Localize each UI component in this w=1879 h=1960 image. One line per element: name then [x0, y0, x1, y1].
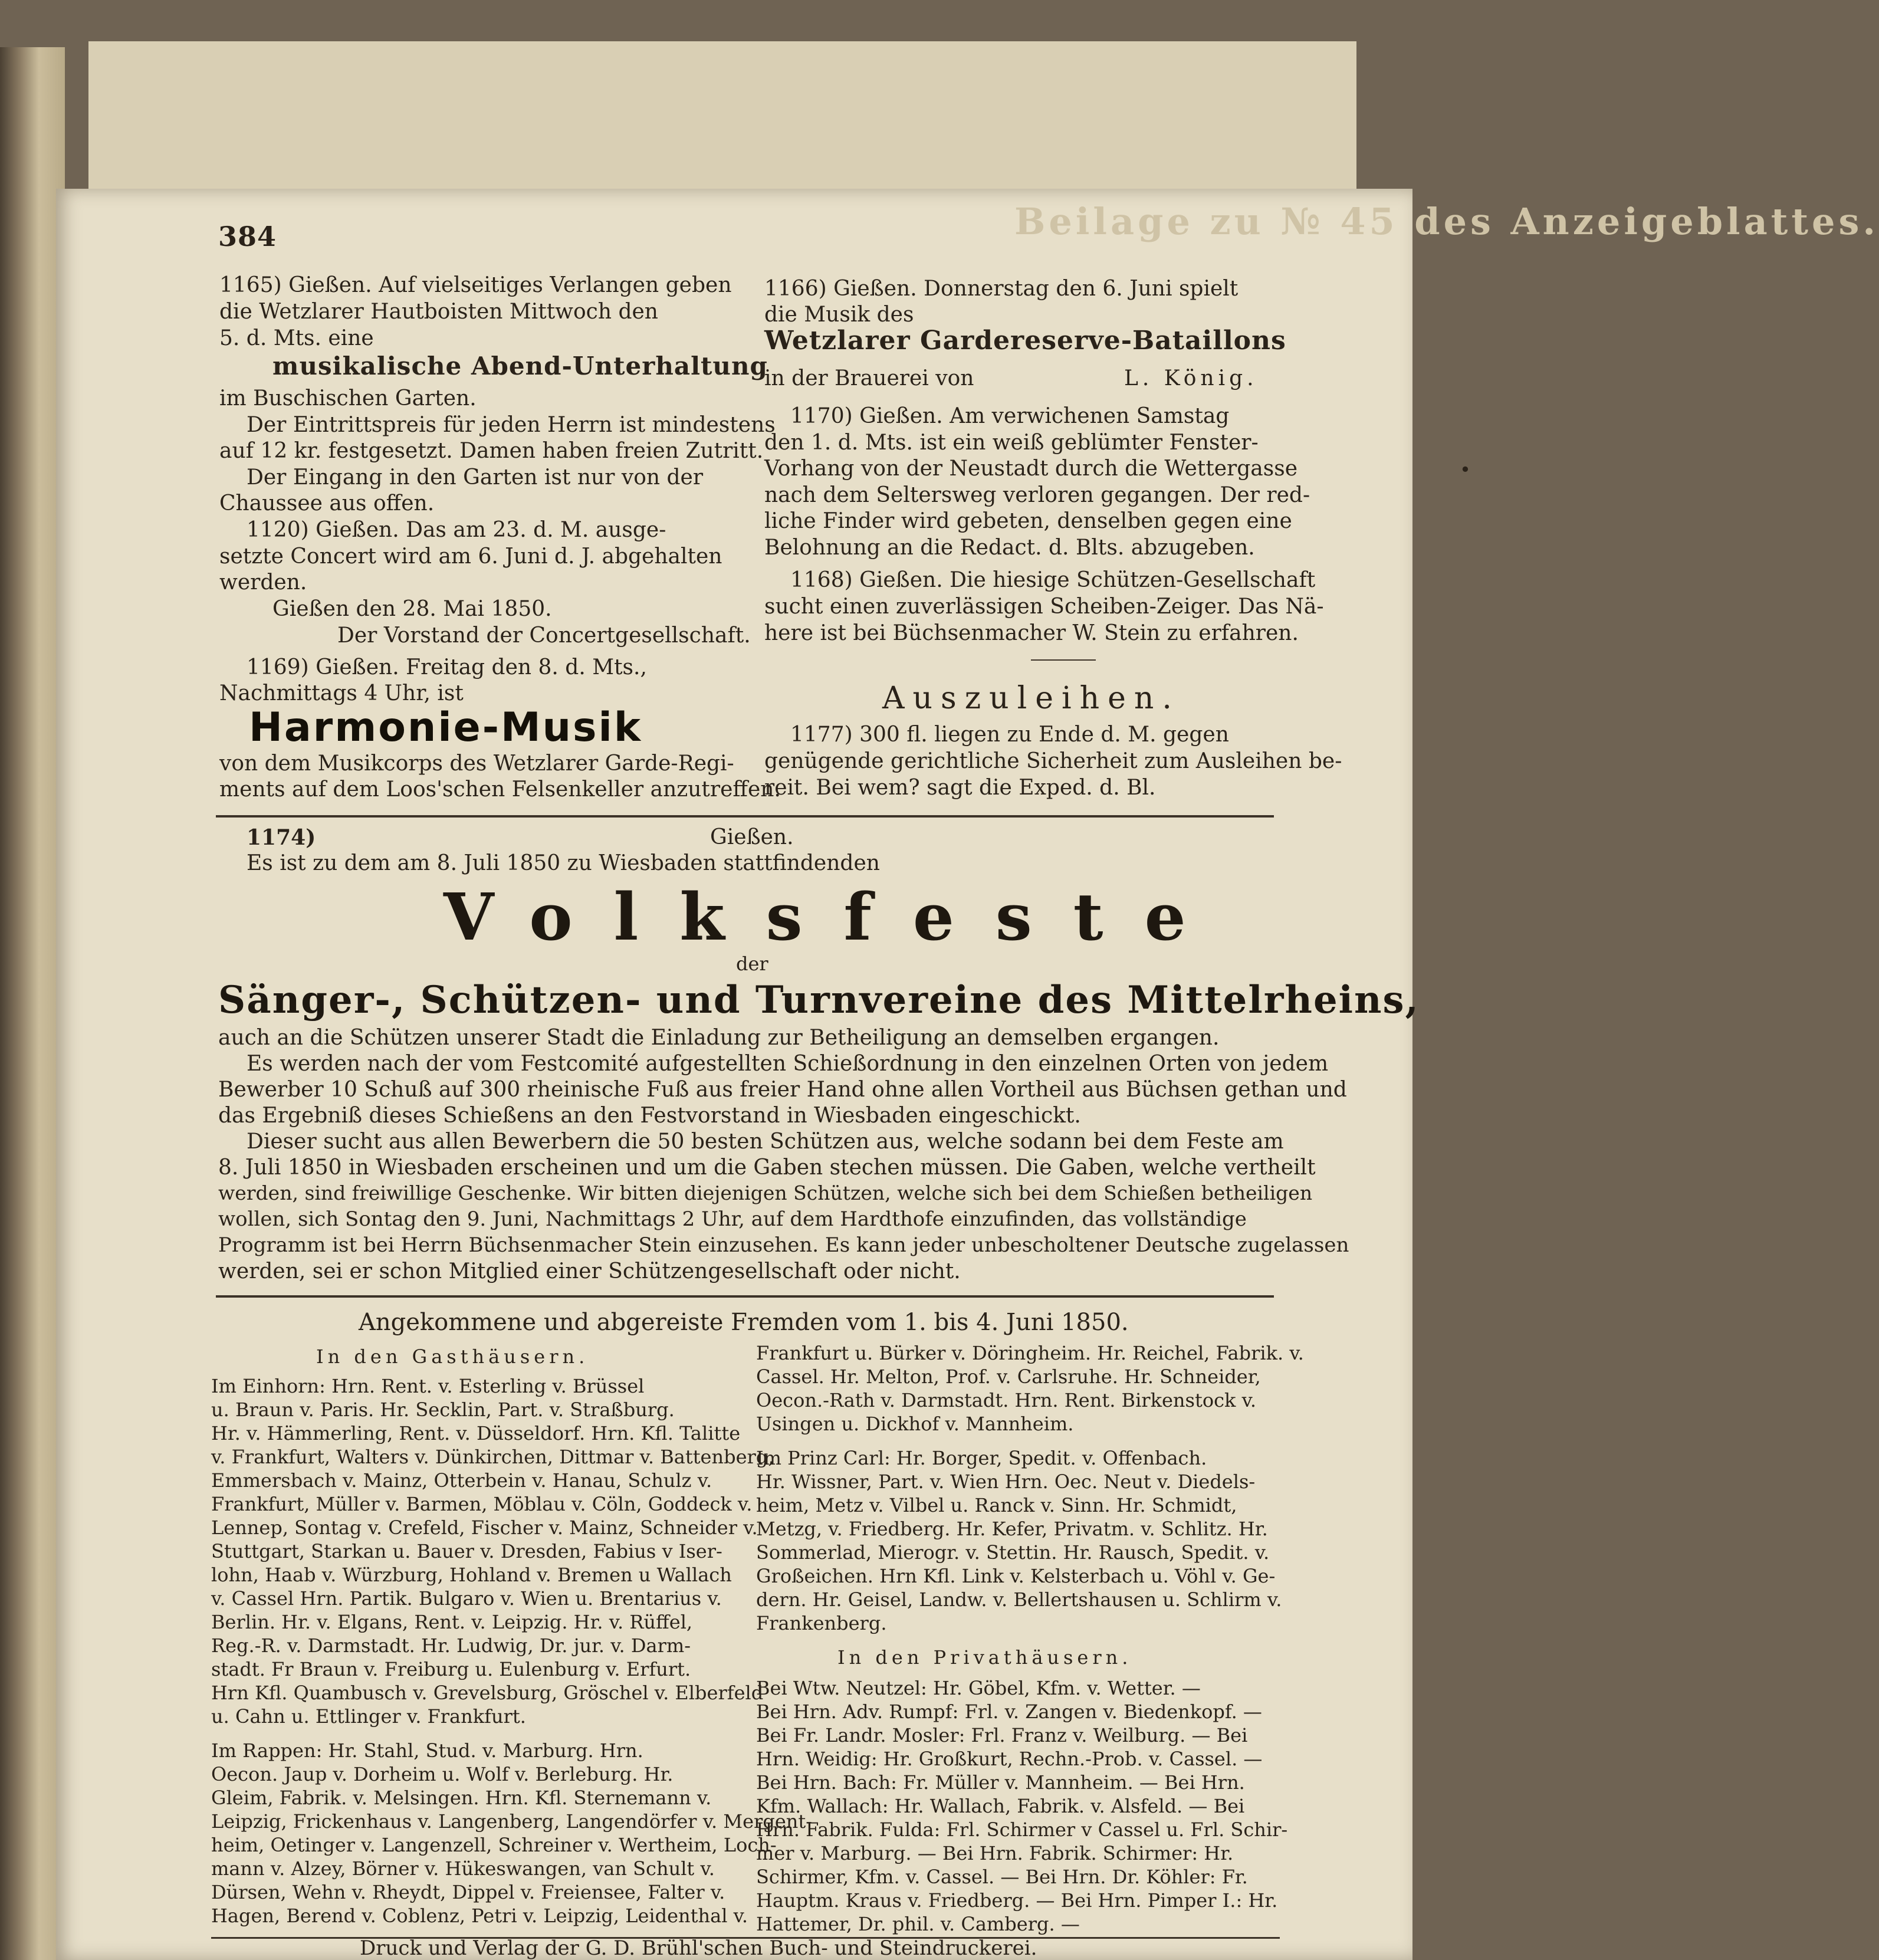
fremden-line: Usingen u. Dickhof v. Mannheim. — [756, 1413, 1074, 1435]
ad-1177-line: reit. Bei wem? sagt die Exped. d. Bl. — [764, 776, 1156, 800]
ad-1169-body: von dem Musikcorps des Wetzlarer Garde-Regi- — [219, 751, 734, 776]
ad-1165-body: Der Eintrittspreis für jeden Herrn ist mindestens — [247, 413, 776, 437]
section-divider — [216, 815, 1274, 818]
fremden-line: u. Cahn u. Ettlinger v. Frankfurt. — [211, 1705, 526, 1728]
ad-1174-line: werden, sind freiwillige Geschenke. Wir bitten diejenigen Schützen, welche sich bei dem Schießen betheiligen — [218, 1181, 1313, 1204]
privat-line: Kfm. Wallach: Hr. Wallach, Fabrik. v. Alsfeld. — Bei — [756, 1795, 1245, 1817]
ad-1168-line: sucht einen zuverlässigen Scheiben-Zeiger. Das Nä- — [764, 595, 1324, 619]
fremden-line: Oecon.-Rath v. Darmstadt. Hrn. Rent. Birkenstock v. — [756, 1389, 1257, 1411]
underlying-page — [88, 41, 1356, 196]
ad-1174-line: 8. Juli 1850 in Wiesbaden erscheinen und um die Gaben stechen müssen. Die Gaben, welche vertheilt — [218, 1155, 1316, 1180]
ad-1166-headline: Wetzlarer Gardereserve-Bataillons — [764, 326, 1286, 356]
fremden-line: lohn, Haab v. Würzburg, Hohland v. Bremen u Wallach — [211, 1564, 732, 1586]
fremden-line: Reg.-R. v. Darmstadt. Hr. Ludwig, Dr. jur. v. Darm- — [211, 1634, 691, 1657]
privat-line: Hrn. Fabrik. Fulda: Frl. Schirmer v Cassel u. Frl. Schir- — [756, 1818, 1288, 1841]
short-divider — [1031, 659, 1096, 661]
privat-line: Hattemer, Dr. phil. v. Camberg. — — [756, 1913, 1080, 1935]
fremden-line: Sommerlad, Mierogr. v. Stettin. Hr. Rausch, Spedit. v. — [756, 1541, 1270, 1564]
ad-1169-line: Nachmittags 4 Uhr, ist — [219, 681, 464, 705]
ad-1120-signature: Der Vorstand der Concertgesellschaft. — [337, 623, 751, 648]
ad-1170-line: liche Finder wird gebeten, denselben gegen eine — [764, 509, 1292, 533]
ad-1166-line: 1166) Gießen. Donnerstag den 6. Juni spielt — [764, 277, 1239, 301]
ad-1165-headline: musikalische Abend-Unterhaltung — [272, 352, 768, 380]
privat-line: Bei Hrn. Bach: Fr. Müller v. Mannheim. — Bei Hrn. — [756, 1771, 1245, 1794]
ad-1174-line: wollen, sich Sontag den 9. Juni, Nachmittags 2 Uhr, auf dem Hardthofe einzufinden, das vollständige — [218, 1207, 1247, 1231]
ad-1168-line: 1168) Gießen. Die hiesige Schützen-Gesellschaft — [790, 568, 1316, 592]
fremden-line: Frankfurt u. Bürker v. Döringheim. Hr. Reichel, Fabrik. v. — [756, 1342, 1304, 1364]
ad-1174-subhead: Sänger-, Schützen- und Turnvereine des Mittelrheins, — [218, 978, 1420, 1022]
ad-1174-number: 1174) — [247, 825, 316, 850]
ad-1177-line: 1177) 300 fl. liegen zu Ende d. M. gegen — [790, 723, 1229, 747]
fremden-line: Hrn Kfl. Quambusch v. Grevelsburg, Gröschel v. Elberfeld — [211, 1682, 764, 1704]
edge-mark: • — [1460, 458, 1471, 481]
ad-1174-place: Gießen. — [710, 825, 794, 849]
fremden-line: Gleim, Fabrik. v. Melsingen. Hrn. Kfl. Sternemann v. — [211, 1787, 712, 1809]
ad-1120-line: 1120) Gießen. Das am 23. d. M. ausge- — [247, 518, 666, 542]
fremden-line: Im Rappen: Hr. Stahl, Stud. v. Marburg. Hrn. — [211, 1739, 643, 1762]
ad-1177-line: genügende gerichtliche Sicherheit zum Ausleihen be- — [764, 749, 1342, 773]
fremden-line: stadt. Fr Braun v. Freiburg u. Eulenburg v. Erfurt. — [211, 1658, 691, 1680]
section-divider — [216, 1295, 1274, 1298]
privat-line: Bei Fr. Landr. Mosler: Frl. Franz v. Weilburg. — Bei — [756, 1724, 1248, 1746]
book-spine-edge — [0, 47, 65, 1960]
fremden-line: dern. Hr. Geisel, Landw. v. Bellertshausen u. Schlirm v. — [756, 1588, 1282, 1611]
fremden-line: Hagen, Berend v. Coblenz, Petri v. Leipzig, Leidenthal v. — [211, 1905, 748, 1927]
page-number: 384 — [218, 221, 277, 252]
ad-1170-line: Vorhang von der Neustadt durch die Wettergasse — [764, 457, 1298, 481]
fremden-line: Im Prinz Carl: Hr. Borger, Spedit. v. Offenbach. — [756, 1447, 1207, 1469]
footer-imprint: Druck und Verlag der G. D. Brühl'schen Buch- und Steindruckerei. — [360, 1936, 1037, 1960]
ad-1169-body: ments auf dem Loos'schen Felsenkeller anzutreffen. — [219, 777, 781, 802]
fremden-line: Dürsen, Wehn v. Rheydt, Dippel v. Freiensee, Falter v. — [211, 1881, 725, 1903]
fremden-line: v. Frankfurt, Walters v. Dünkirchen, Dittmar v. Battenberg, — [211, 1446, 774, 1468]
fremden-line: Lennep, Sontag v. Crefeld, Fischer v. Mainz, Schneider v. — [211, 1516, 758, 1539]
ausleihen-headline: Auszuleihen. — [882, 681, 1180, 716]
ad-1166-venue-name: L. König. — [1124, 366, 1258, 390]
fremden-line: Im Einhorn: Hrn. Rent. v. Esterling v. Brüssel — [211, 1375, 645, 1397]
fremden-line: mann v. Alzey, Börner v. Hükeswangen, van Schult v. — [211, 1857, 715, 1880]
fremden-line: Frankfurt, Müller v. Barmen, Möblau v. Cöln, Goddeck v. — [211, 1493, 753, 1515]
fremden-line: Stuttgart, Starkan u. Bauer v. Dresden, Fabius v Iser- — [211, 1540, 722, 1562]
ad-1174-headline: Volksfeste — [444, 879, 1227, 955]
fremden-title: Angekommene und abgereiste Fremden vom 1. bis 4. Juni 1850. — [359, 1309, 1129, 1336]
ad-1165-line: 1165) Gießen. Auf vielseitiges Verlangen geben — [219, 273, 732, 297]
privat-line: Bei Hrn. Adv. Rumpf: Frl. v. Zangen v. Biedenkopf. — — [756, 1700, 1262, 1723]
fremden-line: Leipzig, Frickenhaus v. Langenberg, Langendörfer v. Mergent- — [211, 1810, 813, 1833]
fremden-line: v. Cassel Hrn. Partik. Bulgaro v. Wien u. Brentarius v. — [211, 1587, 722, 1610]
fremden-line: Oecon. Jaup v. Dorheim u. Wolf v. Berleburg. Hr. — [211, 1763, 674, 1785]
ad-1166-line: die Musik des — [764, 303, 914, 327]
privat-line: Schirmer, Kfm. v. Cassel. — Bei Hrn. Dr. Köhler: Fr. — [756, 1866, 1248, 1888]
ad-1174-intro: Es ist zu dem am 8. Juli 1850 zu Wiesbaden stattfindenden — [247, 851, 880, 875]
ad-1169-line: 1169) Gießen. Freitag den 8. d. Mts., — [247, 655, 647, 679]
ad-1165-body: auf 12 kr. festgesetzt. Damen haben freien Zutritt. — [219, 439, 764, 463]
fremden-line: heim, Metz v. Vilbel u. Ranck v. Sinn. Hr. Schmidt, — [756, 1494, 1237, 1516]
fremden-line: Frankenberg. — [756, 1612, 887, 1634]
ad-1170-line: nach dem Seltersweg verloren gegangen. Der red- — [764, 483, 1310, 507]
fremden-line: Großeichen. Hrn Kfl. Link v. Kelsterbach u. Vöhl v. Ge- — [756, 1565, 1276, 1587]
ad-1174-line: auch an die Schützen unserer Stadt die Einladung zur Betheiligung an demselben ergangen. — [218, 1026, 1220, 1050]
ad-1166-venue: in der Brauerei von — [764, 366, 974, 390]
ad-1174-line: Es werden nach der vom Festcomité aufgestellten Schießordnung in den einzelnen Orten von jedem — [247, 1052, 1329, 1076]
fremden-line: Metzg, v. Friedberg. Hr. Kefer, Privatm. v. Schlitz. Hr. — [756, 1518, 1268, 1540]
ad-1169-headline: Harmonie-Musik — [249, 704, 643, 751]
ad-1120-date: Gießen den 28. Mai 1850. — [272, 597, 552, 621]
fremden-line: Cassel. Hr. Melton, Prof. v. Carlsruhe. Hr. Schneider, — [756, 1365, 1261, 1388]
ad-1120-line: werden. — [219, 570, 307, 595]
ad-1168-line: here ist bei Büchsenmacher W. Stein zu erfahren. — [764, 621, 1299, 645]
ad-1170-line: Belohnung an die Redact. d. Blts. abzugeben. — [764, 536, 1255, 560]
ad-1165-body: im Buschischen Garten. — [219, 386, 477, 411]
ad-1170-line: 1170) Gießen. Am verwichenen Samstag — [790, 404, 1230, 428]
bleed-through-title: Beilage zu № 45 des Anzeigeblattes. — [1014, 200, 1879, 243]
ad-1165-body: Chaussee aus offen. — [219, 491, 435, 516]
ad-1120-line: setzte Concert wird am 6. Juni d. J. abgehalten — [219, 544, 722, 569]
fremden-line: Hr. v. Hämmerling, Rent. v. Düsseldorf. Hrn. Kfl. Talitte — [211, 1422, 741, 1444]
ad-1165-line: 5. d. Mts. eine — [219, 326, 374, 350]
ad-1170-line: den 1. d. Mts. ist ein weiß geblümter Fenster- — [764, 431, 1259, 455]
fremden-line: heim, Oetinger v. Langenzell, Schreiner v. Wertheim, Loch- — [211, 1834, 777, 1856]
fremden-line: Berlin. Hr. v. Elgans, Rent. v. Leipzig. Hr. v. Rüffel, — [211, 1611, 693, 1633]
ad-1174-line: werden, sei er schon Mitglied einer Schützengesellschaft oder nicht. — [218, 1259, 961, 1283]
ad-1174-line: Programm ist bei Herrn Büchsenmacher Stein einzusehen. Es kann jeder unbescholtener Deutsche zugelassen — [218, 1233, 1349, 1257]
gasthaeuser-title: In den Gasthäusern. — [316, 1345, 589, 1368]
ad-1174-line: Dieser sucht aus allen Bewerbern die 50 besten Schützen aus, welche sodann bei dem Feste am — [247, 1130, 1284, 1154]
fremden-line: Emmersbach v. Mainz, Otterbein v. Hanau, Schulz v. — [211, 1469, 712, 1492]
ad-1174-line: Bewerber 10 Schuß auf 300 rheinische Fuß aus freier Hand ohne allen Vortheil aus Büchsen gethan und — [218, 1078, 1347, 1102]
ad-1165-body: Der Eingang in den Garten ist nur von der — [247, 465, 704, 490]
privat-line: Hrn. Weidig: Hr. Großkurt, Rechn.-Prob. v. Cassel. — — [756, 1748, 1263, 1770]
privat-line: Bei Wtw. Neutzel: Hr. Göbel, Kfm. v. Wetter. — — [756, 1677, 1201, 1699]
fremden-line: Hr. Wissner, Part. v. Wien Hrn. Oec. Neut v. Diedels- — [756, 1470, 1256, 1493]
privat-line: mer v. Marburg. — Bei Hrn. Fabrik. Schirmer: Hr. — [756, 1842, 1234, 1864]
ad-1174-der: der — [736, 953, 768, 975]
fremden-line: u. Braun v. Paris. Hr. Secklin, Part. v. Straßburg. — [211, 1398, 675, 1421]
ad-1174-line: das Ergebniß dieses Schießens an den Festvorstand in Wiesbaden eingeschickt. — [218, 1104, 1081, 1128]
ad-1165-line: die Wetzlarer Hautboisten Mittwoch den — [219, 300, 658, 324]
privat-line: Hauptm. Kraus v. Friedberg. — Bei Hrn. Pimper I.: Hr. — [756, 1889, 1278, 1912]
privat-title: In den Privathäusern. — [837, 1646, 1132, 1669]
